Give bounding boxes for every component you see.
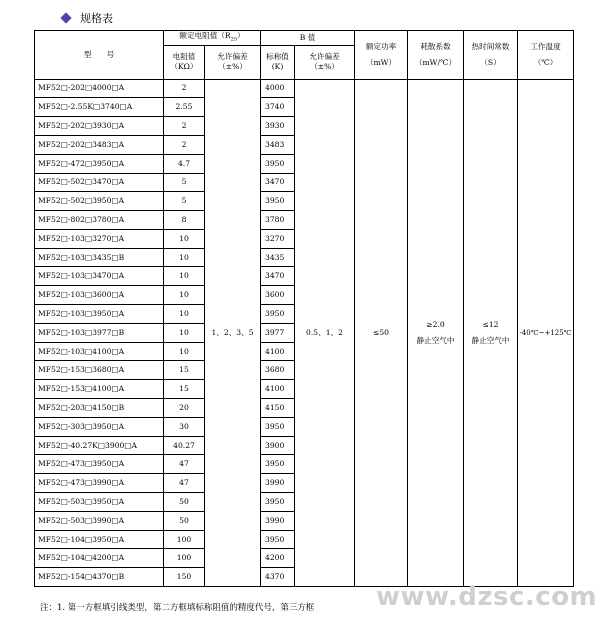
resistance-cell: 20: [164, 399, 205, 418]
table-row: [35, 79, 574, 98]
resistance-cell: 10: [164, 248, 205, 267]
model-cell: MF52□-202□4000□A: [35, 79, 164, 98]
section-title: 规格表: [80, 12, 113, 25]
resistance-cell: 2.55: [164, 98, 205, 117]
b-nominal-cell: 4370: [261, 568, 295, 587]
model-cell: MF52□-103□3435□B: [35, 248, 164, 267]
header-dissipation: 耗散系数 （mW/℃）: [408, 31, 464, 80]
resistance-cell: 4.7: [164, 154, 205, 173]
header-b-tolerance: 允许偏差 （±%）: [295, 45, 355, 79]
b-nominal-cell: 4100: [261, 342, 295, 361]
model-cell: MF52□-502□3470□A: [35, 173, 164, 192]
resistance-cell: 10: [164, 342, 205, 361]
header-operating-temp: 工作温度 （℃）: [518, 31, 574, 80]
model-cell: MF52□-472□3950□A: [35, 154, 164, 173]
model-cell: MF52□-153□3680□A: [35, 361, 164, 380]
spec-table: [34, 30, 574, 587]
resistance-cell: 100: [164, 549, 205, 568]
tolerance-merged-cell: 1、2、3、5: [205, 79, 261, 587]
model-cell: MF52□-103□4100□A: [35, 342, 164, 361]
resistance-cell: 5: [164, 173, 205, 192]
resistance-cell: 10: [164, 286, 205, 305]
model-cell: MF52□-104□3950□A: [35, 530, 164, 549]
model-cell: MF52□-802□3780□A: [35, 211, 164, 230]
b-nominal-cell: 4150: [261, 399, 295, 418]
header-rated-resistance: 额定电阻值$(R_{25})$: [164, 31, 261, 46]
model-cell: MF52□-103□3600□A: [35, 286, 164, 305]
resistance-cell: 150: [164, 568, 205, 587]
b-nominal-cell: 3950: [261, 154, 295, 173]
resistance-cell: 2: [164, 117, 205, 136]
model-cell: MF52□-2.55K□3740□A: [35, 98, 164, 117]
b-nominal-cell: 3483: [261, 135, 295, 154]
footnote: 注：1. 第一方框填引线类型，第二方框填标称阻值的精度代号，第三方框: [40, 603, 315, 613]
model-cell: MF52□-503□3990□A: [35, 511, 164, 530]
b-nominal-cell: 3990: [261, 511, 295, 530]
b-nominal-cell: 3680: [261, 361, 295, 380]
resistance-cell: 2: [164, 79, 205, 98]
header-tolerance: 允许偏差 （±%）: [205, 45, 261, 79]
b-nominal-cell: 4000: [261, 79, 295, 98]
model-cell: MF52□-40.27K□3900□A: [35, 436, 164, 455]
header-model: 型 号: [35, 31, 164, 80]
b-nominal-cell: 3950: [261, 305, 295, 324]
header-rated-power: 额定功率 （mW）: [355, 31, 408, 80]
model-cell: MF52□-203□4150□B: [35, 399, 164, 418]
resistance-cell: 47: [164, 455, 205, 474]
b-nominal-cell: 3950: [261, 493, 295, 512]
model-cell: MF52□-503□3950□A: [35, 493, 164, 512]
b-nominal-cell: 3435: [261, 248, 295, 267]
b-nominal-cell: 3780: [261, 211, 295, 230]
b-nominal-cell: 3740: [261, 98, 295, 117]
model-cell: MF52□-153□4100□A: [35, 380, 164, 399]
b-nominal-cell: 4100: [261, 380, 295, 399]
model-cell: MF52□-103□3977□B: [35, 323, 164, 342]
model-cell: MF52□-473□3950□A: [35, 455, 164, 474]
operating-temp-merged-cell: -40℃~+125℃: [518, 79, 574, 587]
header-time-constant: 热时间常数 （S）: [464, 31, 518, 80]
b-nominal-cell: 3950: [261, 192, 295, 211]
spec-table-body: [35, 79, 574, 587]
b-nominal-cell: 3600: [261, 286, 295, 305]
header-resistance-value: 电阻值 （KΩ）: [164, 45, 205, 79]
b-nominal-cell: 3270: [261, 229, 295, 248]
diamond-bullet-icon: [60, 12, 71, 23]
b-nominal-cell: 3990: [261, 474, 295, 493]
rated-power-merged-cell: ≤50: [355, 79, 408, 587]
b-nominal-cell: 3950: [261, 455, 295, 474]
model-cell: MF52□-202□3483□A: [35, 135, 164, 154]
model-cell: MF52□-154□4370□B: [35, 568, 164, 587]
resistance-cell: 50: [164, 511, 205, 530]
section-heading: [62, 8, 113, 28]
b-tolerance-merged-cell: 0.5、1、2: [295, 79, 355, 587]
b-nominal-cell: 3950: [261, 530, 295, 549]
model-cell: MF52□-502□3950□A: [35, 192, 164, 211]
resistance-cell: 100: [164, 530, 205, 549]
resistance-cell: 10: [164, 305, 205, 324]
resistance-cell: 8: [164, 211, 205, 230]
model-cell: MF52□-103□3950□A: [35, 305, 164, 324]
b-nominal-cell: 4200: [261, 549, 295, 568]
b-nominal-cell: 3470: [261, 267, 295, 286]
model-cell: MF52□-303□3950□A: [35, 417, 164, 436]
model-cell: MF52□-103□3470□A: [35, 267, 164, 286]
resistance-cell: 15: [164, 361, 205, 380]
header-b-nominal: 标称值 (K): [261, 45, 295, 79]
resistance-cell: 5: [164, 192, 205, 211]
model-cell: MF52□-104□4200□A: [35, 549, 164, 568]
resistance-cell: 2: [164, 135, 205, 154]
time-constant-merged-cell: ≤12 静止空气中: [464, 79, 518, 587]
b-nominal-cell: 3977: [261, 323, 295, 342]
resistance-cell: 40.27: [164, 436, 205, 455]
resistance-cell: 10: [164, 323, 205, 342]
model-cell: MF52□-202□3930□A: [35, 117, 164, 136]
b-nominal-cell: 3900: [261, 436, 295, 455]
resistance-cell: 47: [164, 474, 205, 493]
b-nominal-cell: 3930: [261, 117, 295, 136]
b-nominal-cell: 3950: [261, 417, 295, 436]
header-b-value: B 值: [261, 31, 355, 46]
resistance-cell: 10: [164, 267, 205, 286]
model-cell: MF52□-473□3990□A: [35, 474, 164, 493]
dissipation-merged-cell: ≥2.0 静止空气中: [408, 79, 464, 587]
resistance-cell: 30: [164, 417, 205, 436]
resistance-cell: 50: [164, 493, 205, 512]
resistance-cell: 10: [164, 229, 205, 248]
b-nominal-cell: 3470: [261, 173, 295, 192]
resistance-cell: 15: [164, 380, 205, 399]
model-cell: MF52□-103□3270□A: [35, 229, 164, 248]
watermark: www.dzsc.com: [376, 582, 598, 612]
